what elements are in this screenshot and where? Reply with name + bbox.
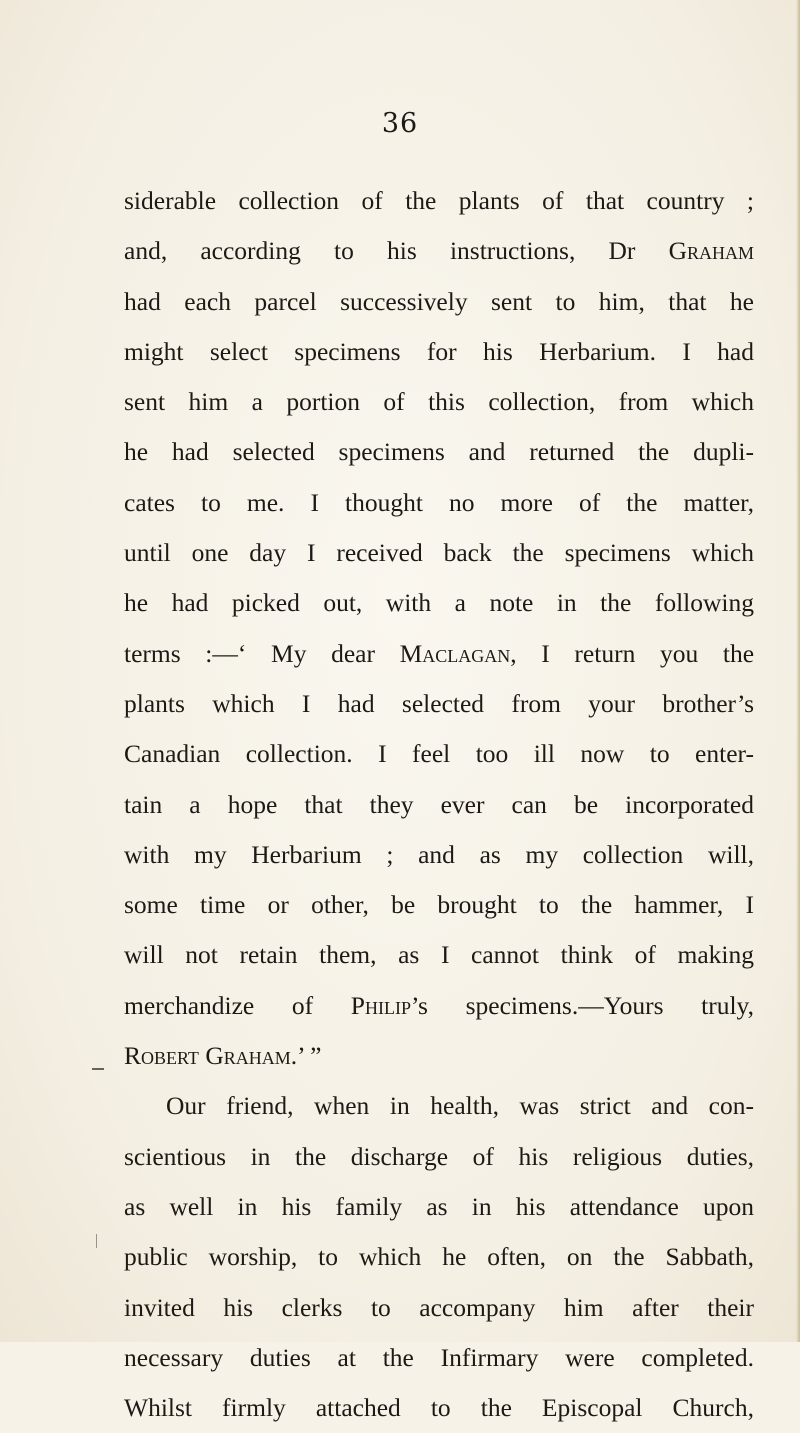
text-line: Canadian collection. I feel too ill now to enter- bbox=[124, 739, 754, 769]
page-number: 36 bbox=[381, 108, 419, 139]
text-line: he had picked out, with a note in the following bbox=[124, 588, 754, 618]
text-line: siderable collection of the plants of that country ; bbox=[124, 186, 754, 215]
text-line: tain a hope that they ever can be incorporated bbox=[124, 789, 754, 819]
text-line: cates to me. I thought no more of the matter, bbox=[124, 487, 754, 517]
text-line: and, according to his instructions, Dr Graham bbox=[124, 236, 754, 266]
margin-tick bbox=[96, 1234, 97, 1248]
text-line: some time or other, be brought to the hammer, I bbox=[124, 890, 754, 920]
page-edge bbox=[796, 0, 800, 1342]
text-line: had each parcel successively sent to him, that he bbox=[124, 286, 754, 316]
body-text bbox=[124, 176, 754, 1433]
text-line: Robert Graham.’ ” bbox=[124, 1041, 322, 1071]
text-line: might select specimens for his Herbarium. I had bbox=[124, 336, 754, 366]
text-line: public worship, to which he often, on the Sabbath, bbox=[124, 1242, 754, 1272]
text-line: he had selected specimens and returned the dupli- bbox=[124, 437, 754, 467]
text-line: Whilst firmly attached to the Episcopal Church, bbox=[124, 1393, 754, 1423]
text-line: until one day I received back the specimens which bbox=[124, 538, 754, 568]
text-line: as well in his family as in his attendance upon bbox=[124, 1191, 754, 1221]
text-line: invited his clerks to accompany him after their bbox=[124, 1292, 754, 1322]
text-line: necessary duties at the Infirmary were completed. bbox=[124, 1342, 754, 1372]
text-line: plants which I had selected from your brother’s bbox=[124, 688, 754, 718]
text-line: merchandize of Philip’s specimens.—Yours truly, bbox=[124, 990, 755, 1020]
text-line: sent him a portion of this collection, from which bbox=[124, 387, 754, 417]
text-line: will not retain them, as I cannot think of making bbox=[124, 940, 754, 970]
text-line: scientious in the discharge of his religious duties, bbox=[124, 1141, 754, 1171]
text-line: Our friend, when in health, was strict and con- bbox=[166, 1091, 754, 1121]
text-line: terms :—‘ My dear Maclagan, I return you the bbox=[124, 638, 755, 668]
margin-mark bbox=[92, 1068, 104, 1070]
text-line: with my Herbarium ; and as my collection will, bbox=[124, 839, 754, 869]
